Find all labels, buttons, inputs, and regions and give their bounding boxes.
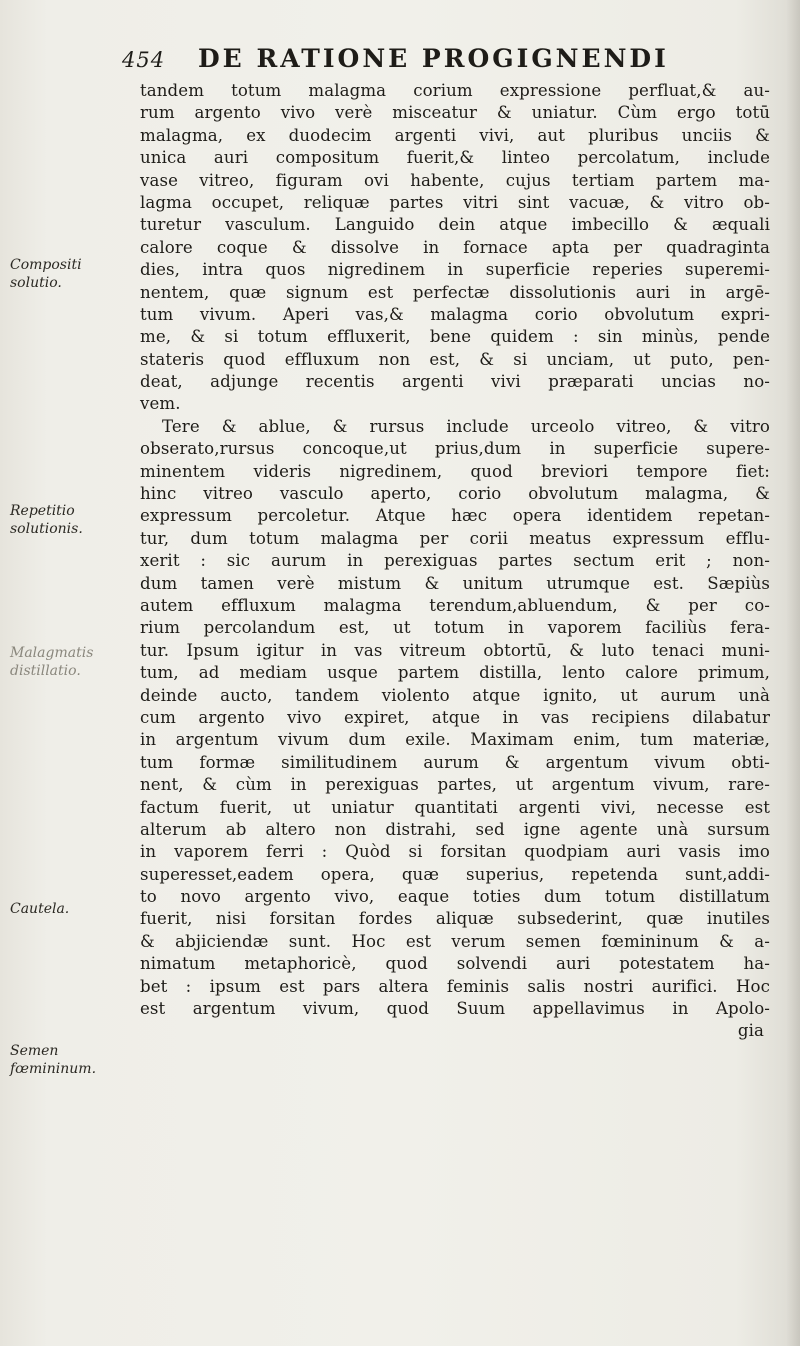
body-text (140, 80, 770, 1043)
margin-note-repetitio-solutionis: Repetitio solutionis. (10, 503, 83, 537)
margin-note-malagmatis-distillatio: Malagmatis distillatio. (10, 645, 94, 679)
text-line: stateris quod effluxum non est, & si unciam, ut puto, pen- (140, 349, 770, 369)
margin-note-compositi-solutio: Compositi solutio. (10, 257, 82, 291)
text-line: tum vivum. Aperi vas,& malagma corio obvolutum expri- (140, 304, 770, 324)
text-line: obserato,rursus concoque,ut prius,dum in superficie supere- (140, 439, 770, 459)
text-line: unica auri compositum fuerit,& linteo percolatum, include (140, 148, 770, 168)
text-line: nent, & cùm in perexiguas partes, ut argentum vivum, rare- (140, 775, 770, 795)
text-line: hinc vitreo vasculo aperto, corio obvolutum malagma, & (140, 484, 770, 504)
text-line: turetur vasculum. Languido dein atque imbecillo & æquali (140, 215, 770, 235)
text-line: tur. Ipsum igitur in vas vitreum obtortū, & luto tenaci muni- (140, 640, 770, 660)
margin-note-semen-foemininum: Semen fœmininum. (10, 1043, 97, 1077)
text-line: vem. (140, 394, 181, 414)
text-line: bet : ipsum est pars altera feminis salis nostri aurifici. Hoc (140, 976, 770, 996)
text-line: dum tamen verè mistum & unitum utrumque est. Sæpiùs (140, 573, 770, 593)
text-line: rum argento vivo verè misceatur & uniatur. Cùm ergo totū (140, 103, 770, 123)
text-line: to novo argento vivo, eaque toties dum totum distillatum (140, 887, 770, 907)
text-line: xerit : sic aurum in perexiguas partes sectum erit ; non- (140, 551, 770, 571)
text-line: tum formæ similitudinem aurum & argentum vivum obti- (140, 752, 770, 772)
text-line: tum, ad mediam usque partem distilla, lento calore primum, (140, 663, 770, 683)
text-line: rium percolandum est, ut totum in vaporem faciliùs fera- (140, 618, 770, 638)
catchword: gia (737, 1021, 764, 1041)
text-line: nentem, quæ signum est perfectæ dissolutionis auri in argē- (140, 282, 770, 302)
text-line: in argentum vivum dum exile. Maximam enim, tum materiæ, (140, 730, 770, 750)
text-line: minentem videris nigredinem, quod breviori tempore fiet: (140, 461, 770, 481)
text-line: superesset,eadem opera, quæ superius, repetenda sunt,addi- (140, 864, 770, 884)
text-line: tandem totum malagma corium expressione perfluat,& au- (140, 81, 770, 100)
text-line: lagma occupet, reliquæ partes vitri sint vacuæ, & vitro ob- (140, 192, 770, 212)
text-line: nimatum metaphoricè, quod solvendi auri potestatem ha- (140, 954, 770, 974)
text-line: dies, intra quos nigredinem in superficie reperies superemi- (140, 260, 770, 280)
text-line: tur, dum totum malagma per corii meatus expressum efflu- (140, 528, 770, 548)
text-line: malagma, ex duodecim argenti vivi, aut pluribus unciis & (140, 125, 770, 145)
text-line: alterum ab altero non distrahi, sed igne agente unà sursum (140, 819, 770, 839)
text-line: vase vitreo, figuram ovi habente, cujus tertiam partem ma- (140, 170, 770, 190)
text-line: expressum percoletur. Atque hæc opera identidem repetan- (140, 506, 770, 526)
margin-note-cautela: Cautela. (10, 901, 70, 917)
running-title: DE RATIONE PROGIGNENDI (198, 44, 669, 73)
text-line: calore coque & dissolve in fornace apta per quadraginta (140, 237, 770, 257)
text-line: in vaporem ferri : Quòd si forsitan quodpiam auri vasis imo (140, 842, 770, 862)
text-line: factum fuerit, ut uniatur quantitati argenti vivi, necesse est (140, 797, 770, 817)
text-line: fuerit, nisi forsitan fordes aliquæ subsederint, quæ inutiles (140, 909, 770, 929)
text-line: me, & si totum effluxerit, bene quidem : sin minùs, pende (140, 327, 770, 347)
text-line: est argentum vivum, quod Suum appellavimus in Apolo- (140, 999, 770, 1019)
text-line: & abjiciendæ sunt. Hoc est verum semen fœmininum & a- (140, 931, 770, 951)
text-line: autem effluxum malagma terendum,abluendum, & per co- (140, 595, 770, 615)
text-line: deat, adjunge recentis argenti vivi præparati uncias no- (140, 372, 770, 392)
text-line: deinde aucto, tandem violento atque ignito, ut aurum unà (140, 685, 770, 705)
page-edge-shadow (786, 0, 800, 1346)
page-header (120, 44, 770, 76)
page-number: 454 (122, 48, 166, 72)
text-line: cum argento vivo expiret, atque in vas recipiens dilabatur (140, 707, 770, 727)
text-line: Tere & ablue, & rursus include urceolo vitreo, & vitro (162, 416, 770, 436)
